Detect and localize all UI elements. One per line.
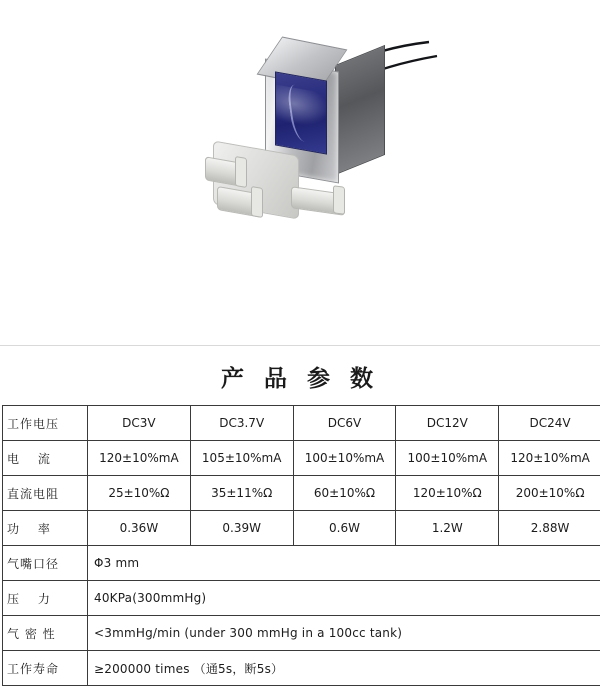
table-cell: 120±10%mA [499, 441, 600, 476]
table-cell: 40KPa(300mmHg) [88, 581, 600, 616]
spec-table [2, 405, 600, 686]
row-label: 气嘴口径 [3, 546, 88, 581]
table-cell: 100±10%mA [396, 441, 499, 476]
table-cell: 2.88W [499, 511, 600, 546]
table-cell: 0.6W [293, 511, 396, 546]
table-cell: 120±10%mA [88, 441, 191, 476]
page-title: 产 品 参 数 [220, 366, 380, 392]
table-cell: <3mmHg/min (under 300 mmHg in a 100cc tank) [88, 616, 600, 651]
nozzle-ring-upper [235, 156, 247, 188]
table-row [3, 581, 600, 616]
solenoid-valve-illustration [205, 40, 465, 240]
table-cell: 25±10%Ω [88, 476, 191, 511]
nozzle-ring-side [333, 185, 345, 215]
table-cell: 1.2W [396, 511, 499, 546]
table-cell: 0.39W [190, 511, 293, 546]
table-row [3, 476, 600, 511]
table-cell: DC6V [293, 406, 396, 441]
table-cell: Φ3 mm [88, 546, 600, 581]
table-cell: 35±11%Ω [190, 476, 293, 511]
row-label: 工作电压 [3, 406, 88, 441]
coil-highlight [286, 84, 318, 142]
table-cell: 100±10%mA [293, 441, 396, 476]
row-label: 工作寿命 [3, 651, 88, 686]
table-cell: 105±10%mA [190, 441, 293, 476]
table-cell: 120±10%Ω [396, 476, 499, 511]
row-label: 功 率 [3, 511, 88, 546]
valve-coil [275, 71, 327, 154]
table-cell: DC24V [499, 406, 600, 441]
valve-body-side [335, 45, 385, 175]
table-cell: DC3.7V [190, 406, 293, 441]
table-row [3, 546, 600, 581]
table-row [3, 406, 600, 441]
row-label: 气 密 性 [3, 616, 88, 651]
table-row [3, 616, 600, 651]
row-label: 直流电阻 [3, 476, 88, 511]
nozzle-ring-lower [251, 186, 263, 218]
table-cell: ≥200000 times （通5s，断5s） [88, 651, 600, 686]
table-cell: DC3V [88, 406, 191, 441]
row-label: 压 力 [3, 581, 88, 616]
table-cell: 200±10%Ω [499, 476, 600, 511]
row-label: 电 流 [3, 441, 88, 476]
table-cell: DC12V [396, 406, 499, 441]
table-cell: 60±10%Ω [293, 476, 396, 511]
product-photo [0, 0, 600, 345]
table-row [3, 651, 600, 686]
table-row [3, 511, 600, 546]
section-title [0, 346, 600, 405]
table-cell: 0.36W [88, 511, 191, 546]
table-row [3, 441, 600, 476]
